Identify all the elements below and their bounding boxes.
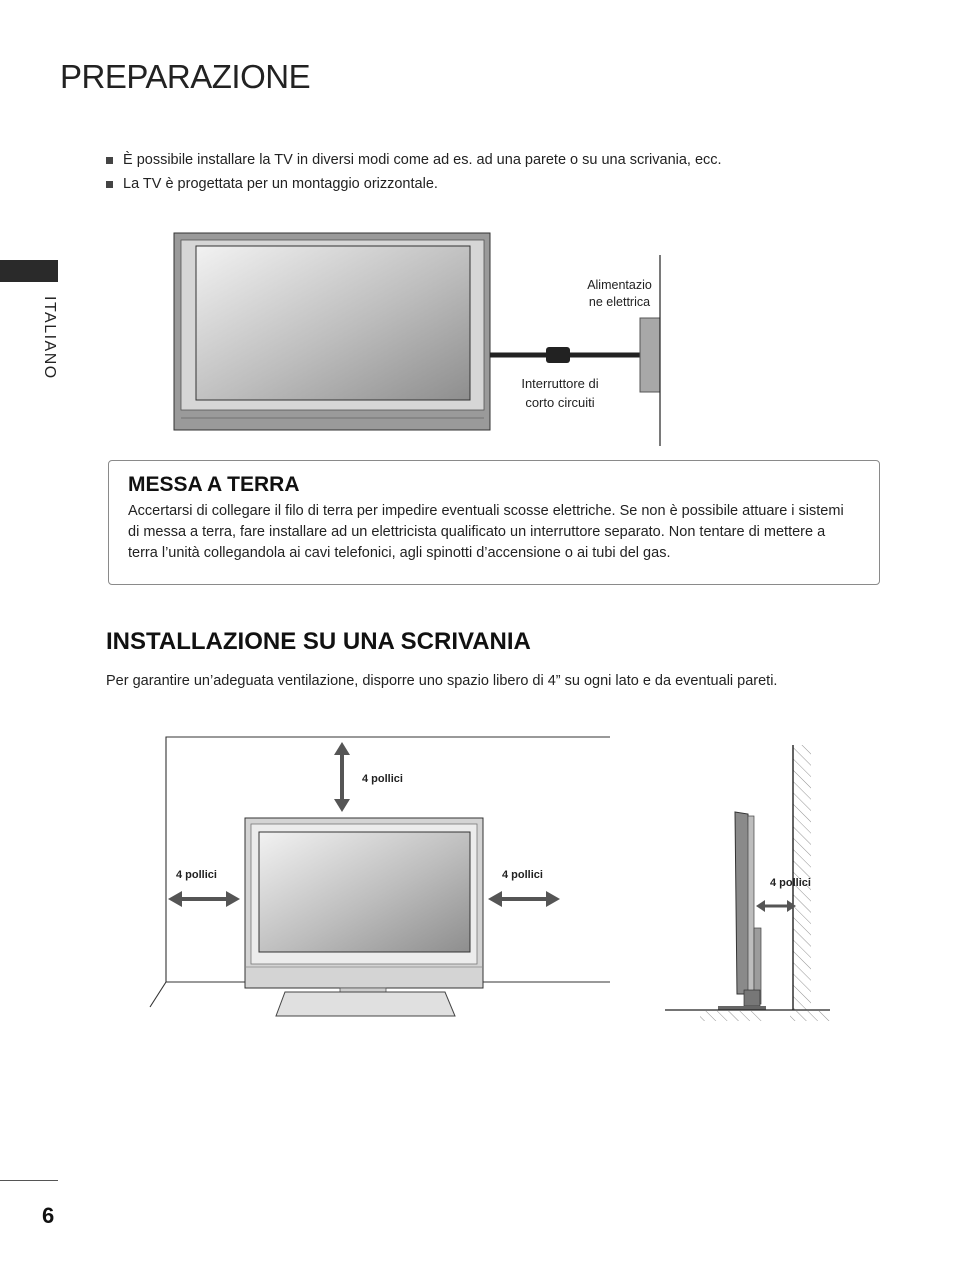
section-text: Per garantire un’adeguata ventilazione, disporre uno spazio libero di 4” su ogni lato e da eventuali pareti.: [106, 673, 778, 689]
power-label-line: ne elettrica: [588, 295, 651, 309]
tv-wall-connection-diagram: [174, 233, 660, 446]
clearance-right-label: 4 pollici: [502, 869, 543, 881]
bullet-item: La TV è progettata per un montaggio orizzontale.: [106, 172, 722, 196]
page-title: PREPARAZIONE: [60, 58, 311, 95]
tv-screen: [196, 246, 470, 400]
breaker-label-line: Interruttore di: [521, 376, 599, 391]
wall-outlet: [640, 318, 660, 392]
footer-rule: [0, 1180, 58, 1181]
grounding-text: Accertarsi di collegare il filo di terra per impedire eventuali scosse elettriche. Se non è possibile attuare i sistemi di messa a terra, fare installare ad un elettricista qualificato un interruttore separato. Non tentare di mettere a terra l’unità collegandola ai cavi telefonici, agli spinotti d’accensione o ai tubi del gas.: [128, 503, 844, 561]
breaker-plug: [546, 347, 570, 363]
power-supply-label: [572, 277, 667, 311]
page-number: 6: [42, 1203, 55, 1228]
breaker-label: [505, 374, 615, 412]
grounding-title: MESSA A TERRA: [128, 473, 300, 496]
clearance-left-label: 4 pollici: [176, 869, 217, 881]
language-tab-label: ITALIANO: [41, 296, 58, 380]
clearance-wall-label: 4 pollici: [770, 877, 811, 889]
section-title: INSTALLAZIONE SU UNA SCRIVANIA: [106, 628, 531, 655]
clearance-top-label: 4 pollici: [362, 773, 403, 785]
bullet-item: È possibile installare la TV in diversi modi come ad es. ad una parete o su una scrivania, ecc.: [106, 148, 722, 172]
breaker-label-line: corto circuiti: [525, 395, 595, 410]
power-label-line: Alimentazio: [587, 278, 652, 292]
